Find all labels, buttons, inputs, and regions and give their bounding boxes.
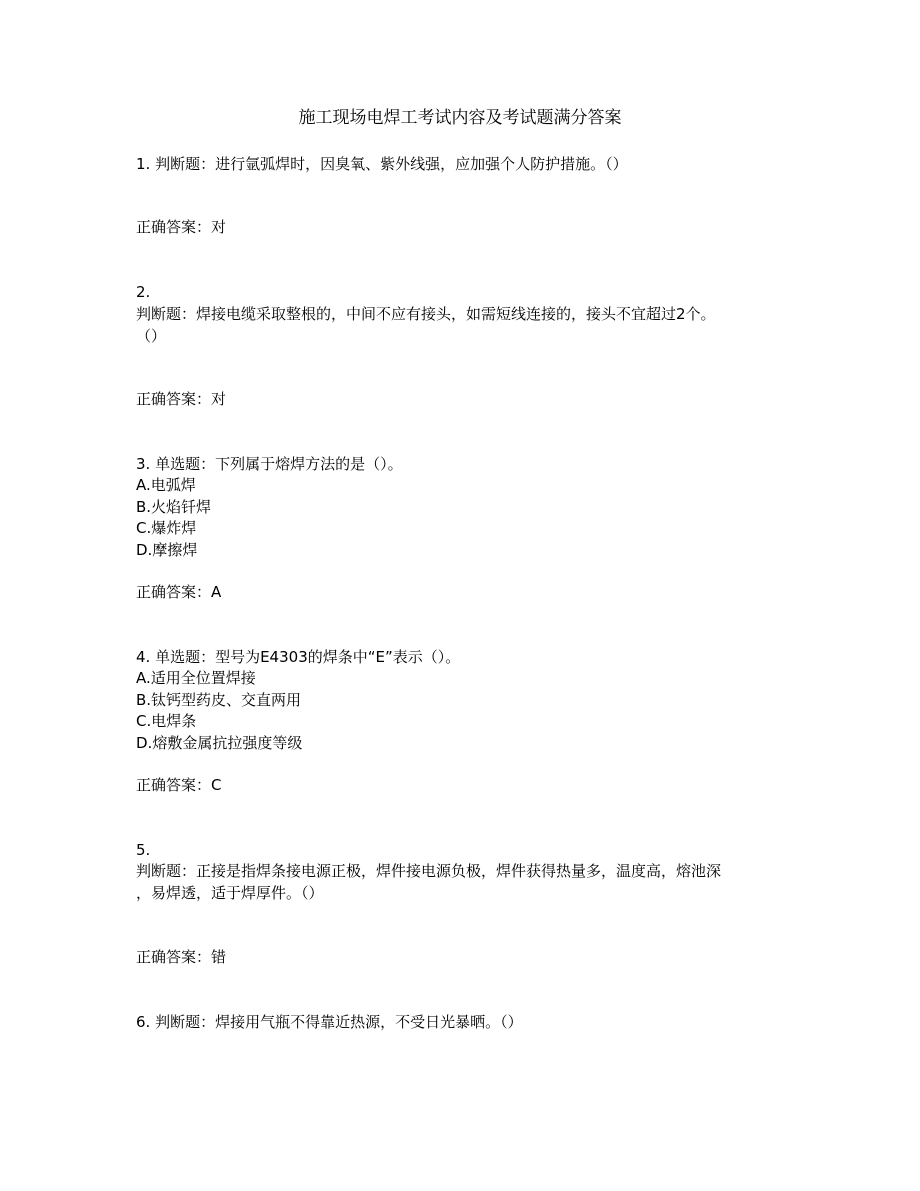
question-5-answer: 正确答案：错 <box>136 948 227 966</box>
question-1-text: 1. 判断题：进行氩弧焊时，因臭氧、紫外线强，应加强个人防护措施。（） <box>136 155 628 173</box>
question-3-option-b: B.火焰钎焊 <box>136 498 212 516</box>
question-2-text-line-2: （） <box>136 327 167 345</box>
question-4-text: 4. 单选题：型号为E4303的焊条中“E”表示（）。 <box>136 648 461 666</box>
question-6-text: 6. 判断题：焊接用气瓶不得靠近热源，不受日光暴晒。（） <box>136 1013 523 1031</box>
question-5-text-line-2: ，易焊透，适于焊厚件。（） <box>136 884 324 902</box>
question-4-option-b: B.钛钙型药皮、交直两用 <box>136 691 302 709</box>
question-1-answer: 正确答案：对 <box>136 218 227 236</box>
question-5-text-line-1: 判断题：正接是指焊条接电源正极，焊件接电源负极，焊件获得热量多，温度高，熔池深 <box>136 862 722 880</box>
question-4-option-d: D.熔敷金属抗拉强度等级 <box>136 734 303 752</box>
document-title: 施工现场电焊工考试内容及考试题满分答案 <box>298 108 622 128</box>
question-5-number: 5. <box>136 841 151 859</box>
question-4-option-c: C.电焊条 <box>136 712 197 730</box>
question-2-answer: 正确答案：对 <box>136 390 227 408</box>
question-3-answer: 正确答案：A <box>136 583 222 601</box>
question-3-text: 3. 单选题：下列属于熔焊方法的是（）。 <box>136 455 403 473</box>
question-2-text-line-1: 判断题：焊接电缆采取整根的，中间不应有接头，如需短线连接的，接头不宜超过2个。 <box>136 305 716 323</box>
question-4-answer: 正确答案：C <box>136 776 222 794</box>
question-2-number: 2. <box>136 283 151 301</box>
question-3-option-d: D.摩擦焊 <box>136 541 198 559</box>
question-3-option-c: C.爆炸焊 <box>136 519 197 537</box>
question-3-option-a: A.电弧焊 <box>136 476 196 494</box>
question-4-option-a: A.适用全位置焊接 <box>136 669 256 687</box>
